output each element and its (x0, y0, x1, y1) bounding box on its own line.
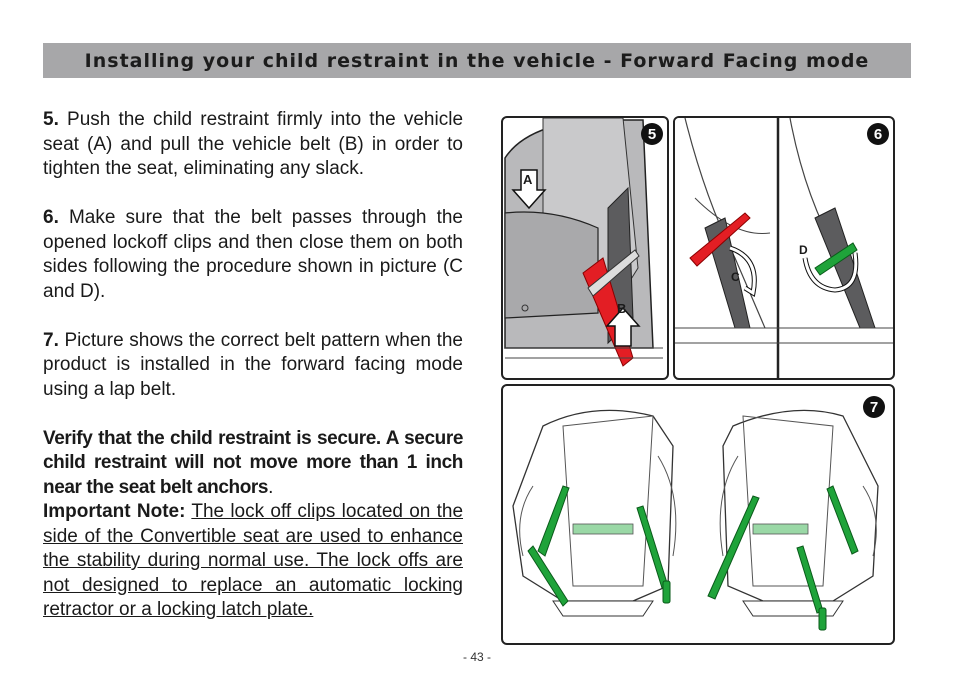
step-7 (43, 329, 463, 403)
figure-7-badge: 7 (863, 396, 885, 418)
figure-6-illustration (675, 118, 893, 378)
step-5 (43, 108, 463, 182)
section-title: Installing your child restraint in the vehicle - Forward Facing mode (84, 49, 870, 72)
warning-text (43, 427, 463, 501)
warning-prefix: Verify that the child restraint is secure. (43, 427, 386, 449)
seat-right-drawing (708, 410, 878, 630)
label-d: D (799, 243, 808, 257)
instructions-column (43, 108, 463, 623)
figure-5-badge: 5 (641, 123, 663, 145)
figure-6-panel (673, 116, 895, 380)
step-6 (43, 206, 463, 304)
figure-7-panel (501, 384, 895, 645)
label-b: B (617, 301, 627, 316)
figure-5-illustration (503, 118, 667, 378)
important-note (43, 500, 463, 623)
step-5-text: Push the child restraint firmly into the vehicle seat (A) and pull the vehicle belt (B) in order to tighten the seat, eliminating any slack. (43, 109, 464, 179)
figure-5-panel (501, 116, 669, 380)
figure-6-badge: 6 (867, 123, 889, 145)
warning-body: A secure child restraint will not move more than 1 inch near the seat belt anchors (43, 427, 463, 498)
label-c: C (731, 270, 740, 284)
label-a: A (523, 172, 533, 187)
step-6-number: 6. (43, 207, 59, 228)
page-number: - 43 - (462, 650, 491, 664)
step-6-text: Make sure that the belt passes through the opened lockoff clips and then close them on both sides following the procedure shown in picture (C and D). (43, 207, 464, 302)
step-7-text: Picture shows the correct belt pattern when the product is installed in the forward facing mode using a lap belt. (43, 329, 464, 400)
step-5-number: 5. (43, 109, 59, 130)
note-text: The lock off clips located on the side of the Convertible seat are used to enhance the stability during normal use. The lock offs are not designed to replace an automatic locking retractor or a locking latch plate. (43, 501, 464, 620)
figure-7-illustration (503, 386, 893, 643)
note-label: Important Note: (43, 501, 186, 522)
section-header (43, 43, 911, 78)
warning-suffix: . (268, 476, 273, 498)
step-7-number: 7. (43, 329, 59, 351)
seat-left-drawing (513, 410, 676, 616)
